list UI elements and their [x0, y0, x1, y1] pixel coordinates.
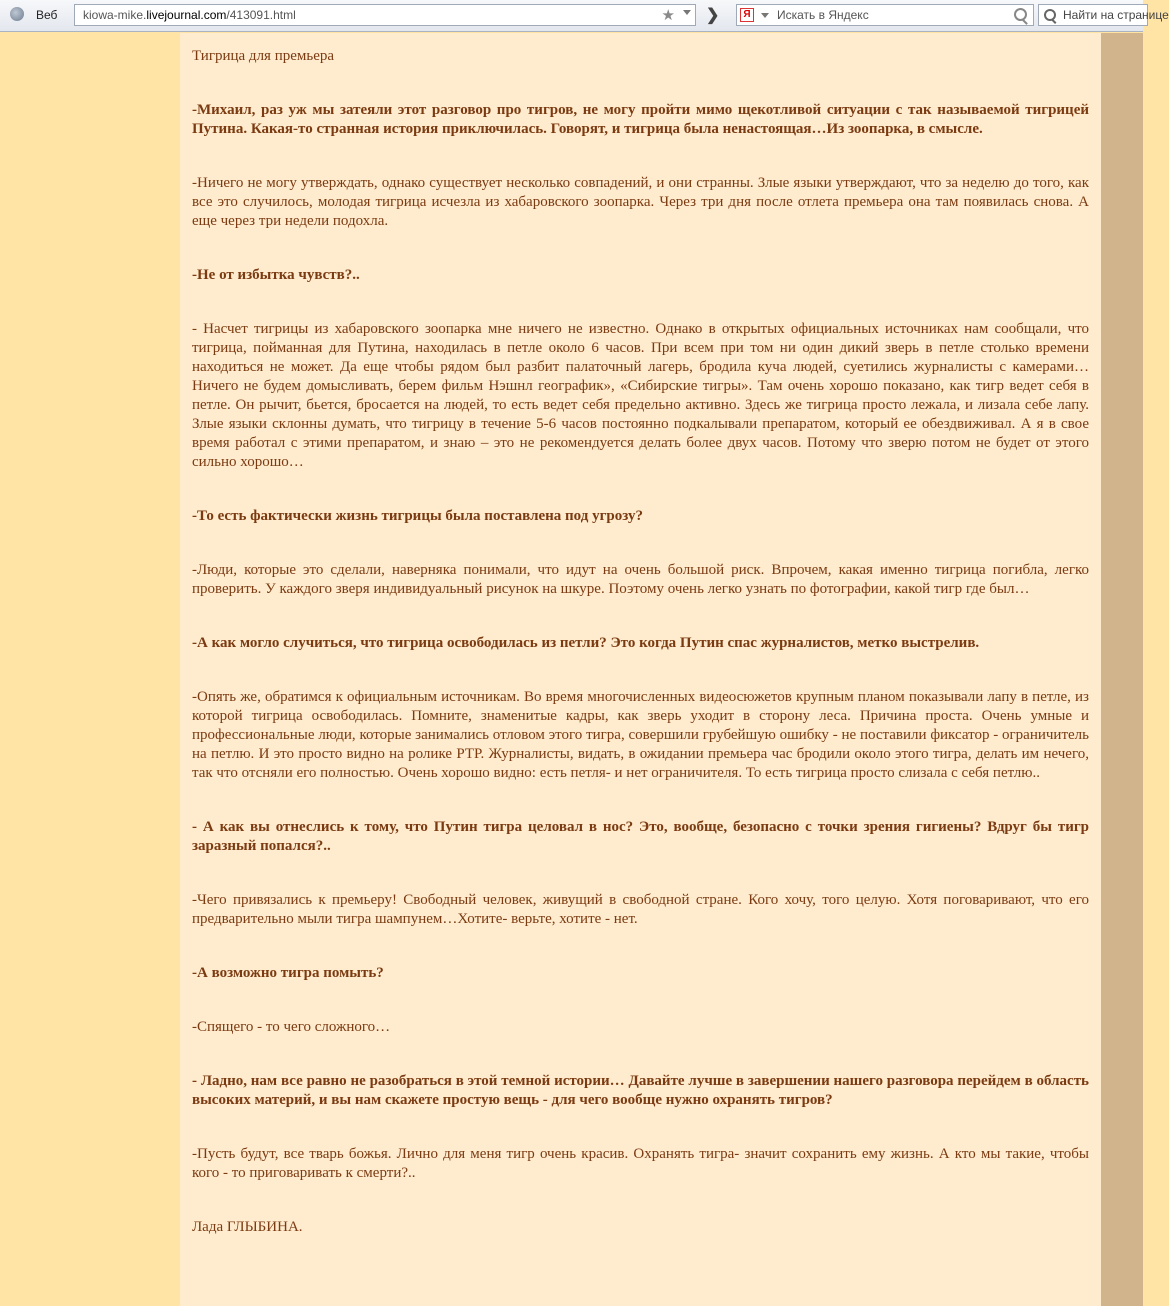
interview-answer: -Опять же, обратимся к официальным источникам. Во время многочисленных видеосюжетов крупным планом показывали лапу в петле, из которой тигрица освободилась. Помните, знаменитые кадры, как зверь уходит в сторону леса. Причина проста. Очень умные и профессиональные люди, которые занимались отловом этого тигра, совершили грубейшую ошибку - не поставили фиксатор - ограничитель на петлю. И это просто видно на ролике РТР. Журналисты, видать, в ожидании премьера час бродили около этого тигра, делать им нечего, так что отсняли его полностью. Очень хорошо видно: есть петля- и нет ограничителя. То есть тигрица просто слизала с себя петлю..	[192, 689, 1089, 781]
chevron-down-icon[interactable]	[683, 10, 691, 15]
bookmark-star-icon[interactable]: ★	[661, 7, 675, 24]
interview-answer: -Люди, которые это сделали, наверняка понимали, что идут на очень большой риск. Впрочем, какая именно тигрица погибла, легко проверить. У каждого зверя индивидуальный рисунок на шкуре. Поэтому очень легко узнать по фотографии, какой тигр где был…	[192, 562, 1089, 597]
go-arrow-icon[interactable]: ❯	[706, 7, 720, 24]
article-body	[192, 101, 1089, 1183]
interview-answer: -Ничего не могу утверждать, однако существует несколько совпадений, и они странны. Злые языки утверждают, что за неделю до того, как все это случилось, молодая тигрица исчезла из хабаровского зоопарка. Через три дня после отлета премьера она там появилась снова. А еще через три недели подохла.	[192, 175, 1089, 229]
address-bar[interactable]	[74, 4, 696, 26]
find-input[interactable]: Найти на странице	[1063, 8, 1169, 22]
interview-answer: -Чего привязались к премьеру! Свободный человек, живущий в свободной стране. Кого хочу, того целую. Хотя поговаривают, что его предварительно мыли тигра шампунем…Хотите- верьте, хотите - нет.	[192, 892, 1089, 927]
right-sidebar	[1101, 33, 1143, 1306]
interview-answer: -Спящего - то чего сложного…	[192, 1019, 391, 1035]
chevron-down-icon[interactable]	[761, 13, 769, 18]
find-on-page-box[interactable]	[1038, 4, 1169, 26]
browser-toolbar	[0, 0, 1169, 32]
article-content	[180, 33, 1101, 1306]
search-icon[interactable]	[1014, 8, 1027, 21]
article-title: Тигрица для премьера	[192, 48, 335, 64]
interview-question: - А как вы отнеслись к тому, что Путин тигра целовал в нос? Это, вообще, безопасно с точки зрения гигиены? Вдруг бы тигр заразный попался?..	[192, 819, 1089, 854]
interview-question: -А как могло случиться, что тигрица освободилась из петли? Это когда Путин спас журналистов, метко выстрелив.	[192, 635, 980, 651]
search-input[interactable]: Искать в Яндекс	[777, 8, 869, 22]
yandex-icon[interactable]: Я	[740, 8, 754, 22]
interview-answer: - Насчет тигрицы из хабаровского зоопарка мне ничего не известно. Однако в открытых официальных источниках нам сообщали, что тигрица, пойманная для Путина, находилась в петле около 6 часов. При всем при том ни один дикий зверь в петле столько времени находиться не может. Да еще чтобы рядом был разбит палаточный лагерь, бродила куча людей, суетились журналисты с камерами… Ничего не будем домысливать, берем фильм Нэшнл географик», «Сибирские тигры». Там очень хорошо показано, как тигр ведет себя в петле. Он рычит, бьется, бросается на людей, то есть ведет себя предельно активно. Здесь же тигрица просто лежала, и лизала себе лапу. Злые языки склонны думать, что тигрицу в течение 5-6 часов постоянно подкалывали препаратом, который ее обездвиживал. А я в свое время работал с этими препаратом, и знаю – это не рекомендуется делать более двух часов. Потому что зверю потом не будет от этого сильно хорошо…	[192, 321, 1089, 470]
interview-question: -А возможно тигра помыть?	[192, 965, 384, 981]
interview-question: -Михаил, раз уж мы затеяли этот разговор про тигров, не могу пройти мимо щекотливой ситуации с так называемой тигрицей Путина. Какая-то странная история приключилась. Говорят, и тигрица была ненастоящая…Из зоопарка, в смысле.	[192, 102, 1089, 137]
interview-question: -То есть фактически жизнь тигрицы была поставлена под угрозу?	[192, 508, 643, 524]
interview-answer: -Пусть будут, все тварь божья. Лично для меня тигр очень красив. Охранять тигра- значит сохранить ему жизнь. А кто мы такие, чтобы кого - то приговаривать к смерти?..	[192, 1146, 1089, 1181]
interview-question: - Ладно, нам все равно не разобраться в этой темной истории… Давайте лучше в завершении нашего разговора перейдем в область высоких материй, и вы нам скажете простую вещь - для чего вообще нужно охранять тигров?	[192, 1073, 1089, 1108]
article-signature: Лада ГЛЫБИНА.	[192, 1219, 303, 1235]
search-icon	[1044, 9, 1056, 21]
yandex-search-box[interactable]	[736, 4, 1034, 26]
globe-icon[interactable]	[10, 7, 24, 21]
address-text[interactable]: kiowa-mike.livejournal.com/413091.html	[83, 8, 296, 22]
interview-question: -Не от избытка чувств?..	[192, 267, 360, 283]
web-label[interactable]: Веб	[36, 8, 58, 22]
